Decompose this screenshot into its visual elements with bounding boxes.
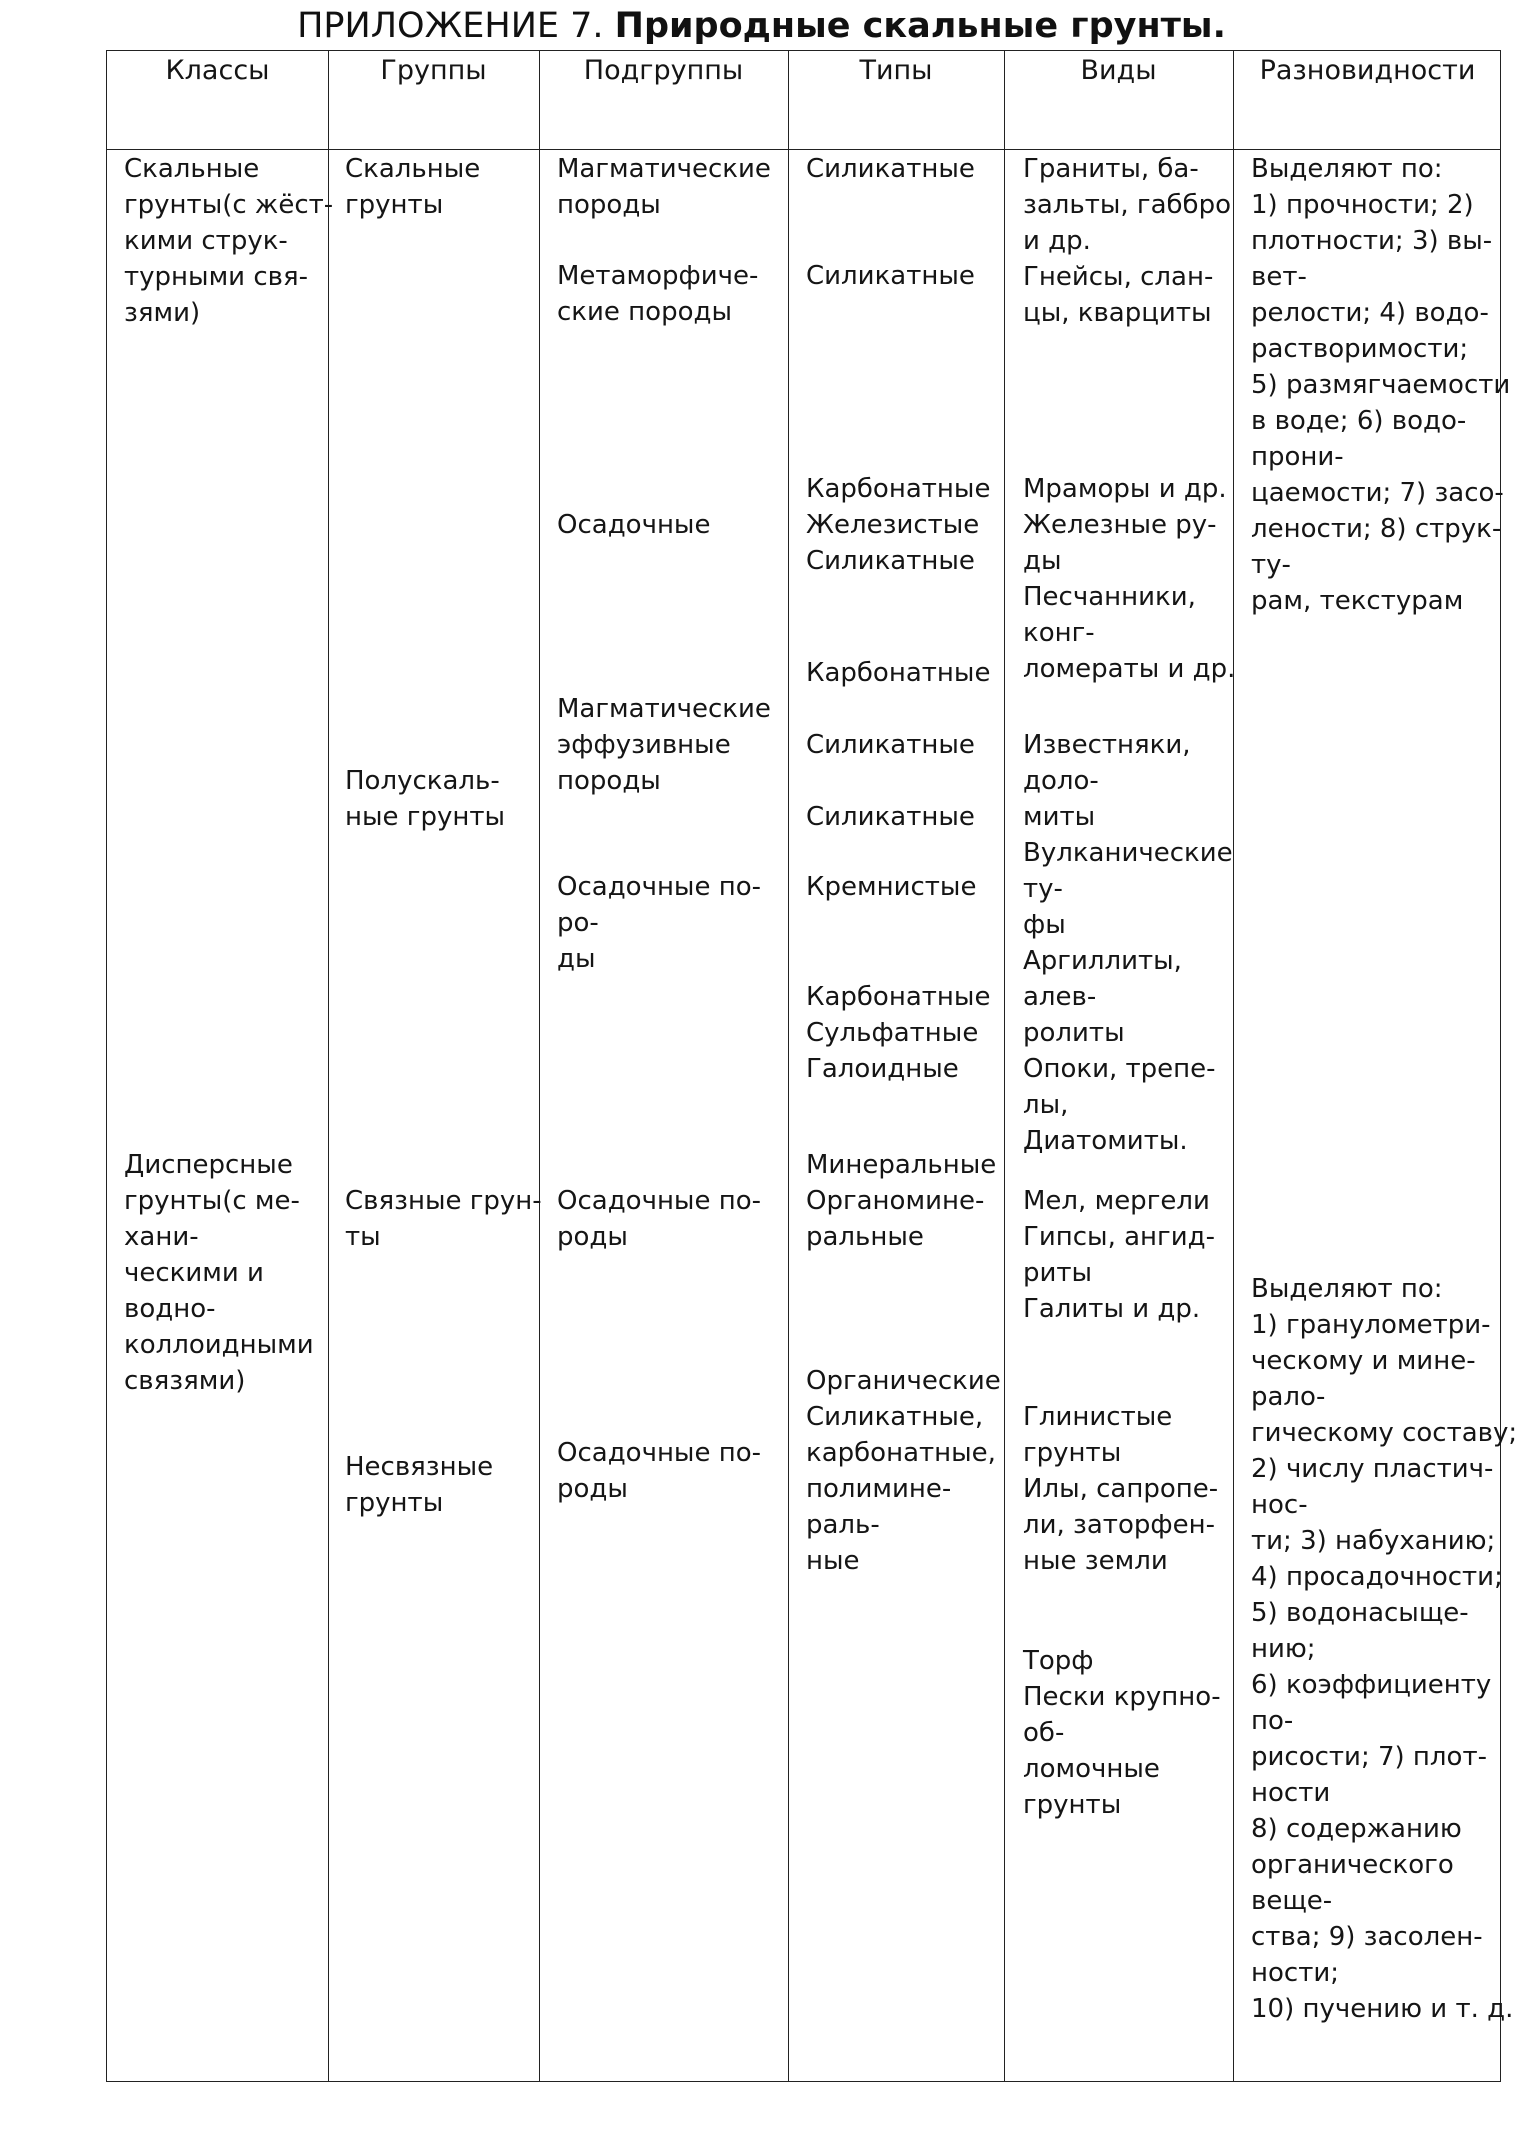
type-cell: Силикатные	[806, 802, 975, 832]
kind-cell: Мраморы и др. Железные ру- ды Песчанники, конг- ломераты и др.	[1023, 474, 1236, 684]
kind-cell: Глинистые грунты Илы, сапропе- ли, заторфен- ные земли	[1023, 1402, 1219, 1576]
title-bold: Природные скальные грунты.	[614, 6, 1226, 46]
column-divider	[539, 51, 540, 2081]
type-cell: Кремнистые	[806, 872, 977, 902]
subgroup-cell: Осадочные по- роды	[557, 1438, 762, 1504]
subgroup-cell: Осадочные по- ро- ды	[557, 872, 762, 974]
subgroup-cell: Осадочные	[557, 510, 711, 540]
group-cell-rocky: Скальные грунты	[345, 154, 481, 220]
kind-cell: Известняки, доло- миты Вулканические ту- фы Аргиллиты, алев- ролиты Опоки, трепе- лы, Диатомиты.	[1023, 730, 1233, 1156]
header-divider	[107, 149, 1500, 150]
type-cell: Силикатные	[806, 261, 975, 291]
type-cell: Силикатные	[806, 154, 975, 184]
kind-cell: Граниты, ба- зальты, габбро и др. Гнейсы, слан- цы, кварциты	[1023, 154, 1231, 328]
class-cell-rocky: Скальные грунты(с жёст- кими струк- турными свя- зями)	[124, 154, 334, 328]
type-cell: Карбонатные Железистые Силикатные	[806, 474, 991, 576]
kind-cell: Мел, мергели Гипсы, ангид- риты Галиты и др.	[1023, 1186, 1215, 1324]
header-types: Типы	[859, 55, 933, 86]
header-classes: Классы	[165, 55, 270, 86]
page-title	[0, 4, 1523, 48]
header-varieties: Разновидности	[1259, 55, 1476, 86]
header-subgroups: Подгруппы	[583, 55, 744, 86]
type-cell: Карбонатные	[806, 658, 991, 688]
variety-cell-dispersed: Выделяют по: 1) гранулометри- ческому и мине- рало- гическому составу; 2) числу пластич- нос- ти; 3) набуханию; 4) просадочности; 5) водонасыще- нию; 6) коэффициенту по- рисости; 7) плот- ности 8) содержанию органического веще- ства; 9) засолен- ности; 10) пучению и т. д.	[1251, 1274, 1518, 2024]
type-cell: Органические Силикатные, карбонатные, полимине- раль- ные	[806, 1366, 1001, 1576]
kind-cell: Торф Пески крупно- об- ломочные грунты	[1023, 1646, 1221, 1820]
subgroup-cell: Метаморфиче- ские породы	[557, 261, 759, 327]
column-divider	[788, 51, 789, 2081]
subgroup-cell: Осадочные по- роды	[557, 1186, 762, 1252]
group-cell-cohesive: Связные грун- ты	[345, 1186, 542, 1252]
subgroup-cell: Магматические эффузивные породы	[557, 694, 771, 796]
type-cell: Силикатные	[806, 730, 975, 760]
soils-table	[106, 50, 1518, 2082]
column-divider	[1233, 51, 1234, 2081]
subgroup-cell: Магматические породы	[557, 154, 771, 220]
group-cell-semirocky: Полускаль- ные грунты	[345, 766, 506, 832]
type-cell: Минеральные Органомине- ральные	[806, 1150, 997, 1252]
class-cell-dispersed: Дисперсные грунты(с ме- хани- ческими и водно- коллоидными связями)	[124, 1150, 314, 1396]
title-prefix: ПРИЛОЖЕНИЕ 7.	[297, 6, 604, 46]
column-divider	[328, 51, 329, 2081]
group-cell-noncohesive: Несвязные грунты	[345, 1452, 494, 1518]
header-kinds: Виды	[1080, 55, 1157, 86]
variety-cell-rocky: Выделяют по: 1) прочности; 2) плотности; 3) вы- вет- релости; 4) водо- растворимости; 5) размягчаемости в воде; 6) водо- прони- цаемости; 7) засо- лености; 8) струк- ту- рам, текстурам	[1251, 154, 1511, 616]
column-divider	[1004, 51, 1005, 2081]
header-groups: Группы	[380, 55, 487, 86]
type-cell: Карбонатные Сульфатные Галоидные	[806, 982, 991, 1084]
